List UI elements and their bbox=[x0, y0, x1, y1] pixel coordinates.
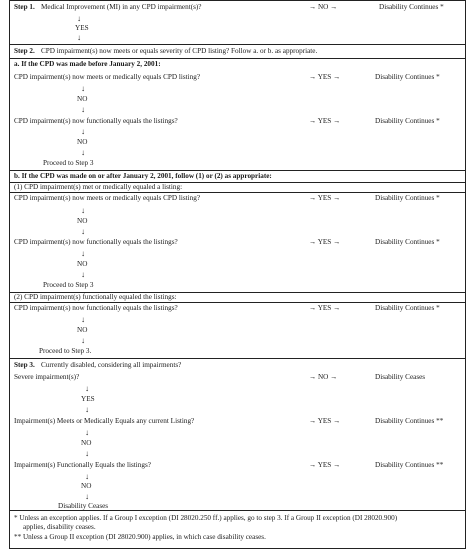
section-b-proceed2: Proceed to Step 3. bbox=[39, 347, 92, 355]
step3-q3: Impairment(s) Functionally Equals the listings? bbox=[14, 461, 151, 469]
step3-q2: Impairment(s) Meets or Medically Equals any current Listing? bbox=[14, 417, 195, 425]
step1-outcome: Disability Continues * bbox=[379, 3, 444, 11]
section-b-q3-outcome: Disability Continues * bbox=[375, 304, 440, 312]
section-b-sub2: (2) CPD impairment(s) functionally equaled the listings: bbox=[14, 293, 177, 301]
divider-step2 bbox=[9, 44, 466, 45]
step3-q1: Severe impairment(s)? bbox=[14, 373, 80, 381]
down-arrow: ↓ bbox=[85, 472, 89, 481]
divider-sub1-body bbox=[9, 192, 466, 193]
step2-label: Step 2. bbox=[14, 47, 35, 55]
right-border bbox=[465, 0, 466, 549]
section-b-sub1: (1) CPD impairment(s) met or medically equaled a listing: bbox=[14, 183, 183, 191]
down-arrow: ↓ bbox=[85, 384, 89, 393]
section-b-no-2: NO bbox=[77, 260, 88, 268]
section-b-q3-arrow: → YES → bbox=[309, 304, 341, 312]
left-border bbox=[9, 0, 10, 549]
down-arrow: ↓ bbox=[85, 449, 89, 458]
section-b-q2: CPD impairment(s) now functionally equals the listings? bbox=[14, 238, 178, 246]
section-b-no-3: NO bbox=[77, 326, 88, 334]
step3-q1-outcome: Disability Ceases bbox=[375, 373, 426, 381]
section-b-q1-outcome: Disability Continues * bbox=[375, 194, 440, 202]
section-b-q2-arrow: → YES → bbox=[309, 238, 341, 246]
step3-final-outcome: Disability Ceases bbox=[58, 502, 109, 510]
step1-label: Step 1. bbox=[14, 3, 35, 11]
down-arrow: ↓ bbox=[81, 105, 85, 114]
flowchart-document bbox=[9, 0, 466, 549]
down-arrow: ↓ bbox=[81, 249, 85, 258]
divider-sub2-body bbox=[9, 302, 466, 303]
divider-step3 bbox=[9, 358, 466, 359]
section-b-q3: CPD impairment(s) now functionally equals the listings? bbox=[14, 304, 178, 312]
section-a-q2-arrow: → YES → bbox=[309, 117, 341, 125]
down-arrow: ↓ bbox=[85, 428, 89, 437]
step3-q2-outcome: Disability Continues ** bbox=[375, 417, 444, 425]
top-border bbox=[9, 0, 466, 1]
divider-section-a bbox=[9, 58, 466, 59]
bottom-border bbox=[9, 548, 466, 549]
footnote-2: ** Unless a Group II exception (DI 28020.900) applies, in which case disability ceases. bbox=[14, 533, 266, 541]
step3-q1-arrow: → NO → bbox=[309, 373, 338, 381]
section-b-proceed1: Proceed to Step 3 bbox=[43, 281, 94, 289]
step1-yes: YES bbox=[75, 24, 89, 32]
divider-section-b bbox=[9, 170, 466, 171]
footnote-1-line2: applies, disability ceases. bbox=[23, 523, 96, 531]
section-a-q1-outcome: Disability Continues * bbox=[375, 73, 440, 81]
down-arrow: ↓ bbox=[77, 33, 81, 42]
down-arrow: ↓ bbox=[81, 84, 85, 93]
section-a-header: a. If the CPD was made before January 2, 2001: bbox=[14, 60, 161, 68]
footnote-1-line1: * Unless an exception applies. If a Group I exception (DI 28020.250 ff.) applies, go to step 3. If a Group II exception (DI 28020.900) bbox=[14, 514, 398, 522]
step3-q2-arrow: → YES → bbox=[309, 417, 341, 425]
down-arrow: ↓ bbox=[81, 127, 85, 136]
down-arrow: ↓ bbox=[77, 14, 81, 23]
down-arrow: ↓ bbox=[81, 336, 85, 345]
down-arrow: ↓ bbox=[81, 148, 85, 157]
step3-question: Currently disabled, considering all impairments? bbox=[41, 361, 182, 369]
down-arrow: ↓ bbox=[81, 270, 85, 279]
step3-label: Step 3. bbox=[14, 361, 35, 369]
step1-no-arrow: → NO → bbox=[309, 3, 338, 11]
step3-no-1: NO bbox=[81, 439, 92, 447]
step3-yes: YES bbox=[81, 395, 95, 403]
step3-q3-arrow: → YES → bbox=[309, 461, 341, 469]
step1-question: Medical Improvement (MI) in any CPD impairment(s)? bbox=[41, 3, 202, 11]
section-b-q2-outcome: Disability Continues * bbox=[375, 238, 440, 246]
down-arrow: ↓ bbox=[81, 206, 85, 215]
section-b-no-1: NO bbox=[77, 217, 88, 225]
down-arrow: ↓ bbox=[85, 492, 89, 501]
section-b-q1: CPD impairment(s) now meets or medically equals CPD listing? bbox=[14, 194, 201, 202]
section-b-q1-arrow: → YES → bbox=[309, 194, 341, 202]
section-a-q2-outcome: Disability Continues * bbox=[375, 117, 440, 125]
section-a-q2: CPD impairment(s) now functionally equals the listings? bbox=[14, 117, 178, 125]
down-arrow: ↓ bbox=[85, 405, 89, 414]
section-b-header: b. If the CPD was made on or after January 2, 2001, follow (1) or (2) as appropriate: bbox=[14, 172, 272, 180]
down-arrow: ↓ bbox=[81, 315, 85, 324]
section-a-proceed: Proceed to Step 3 bbox=[43, 159, 94, 167]
step3-q3-outcome: Disability Continues ** bbox=[375, 461, 444, 469]
down-arrow: ↓ bbox=[81, 227, 85, 236]
step3-no-2: NO bbox=[81, 482, 92, 490]
step2-text: CPD impairment(s) now meets or equals severity of CPD listing? Follow a. or b. as appropriate. bbox=[41, 47, 318, 55]
section-a-no: NO bbox=[77, 95, 88, 103]
section-a-no-2: NO bbox=[77, 138, 88, 146]
section-a-q1-arrow: → YES → bbox=[309, 73, 341, 81]
section-a-q1: CPD impairment(s) now meets or medically equals CPD listing? bbox=[14, 73, 201, 81]
